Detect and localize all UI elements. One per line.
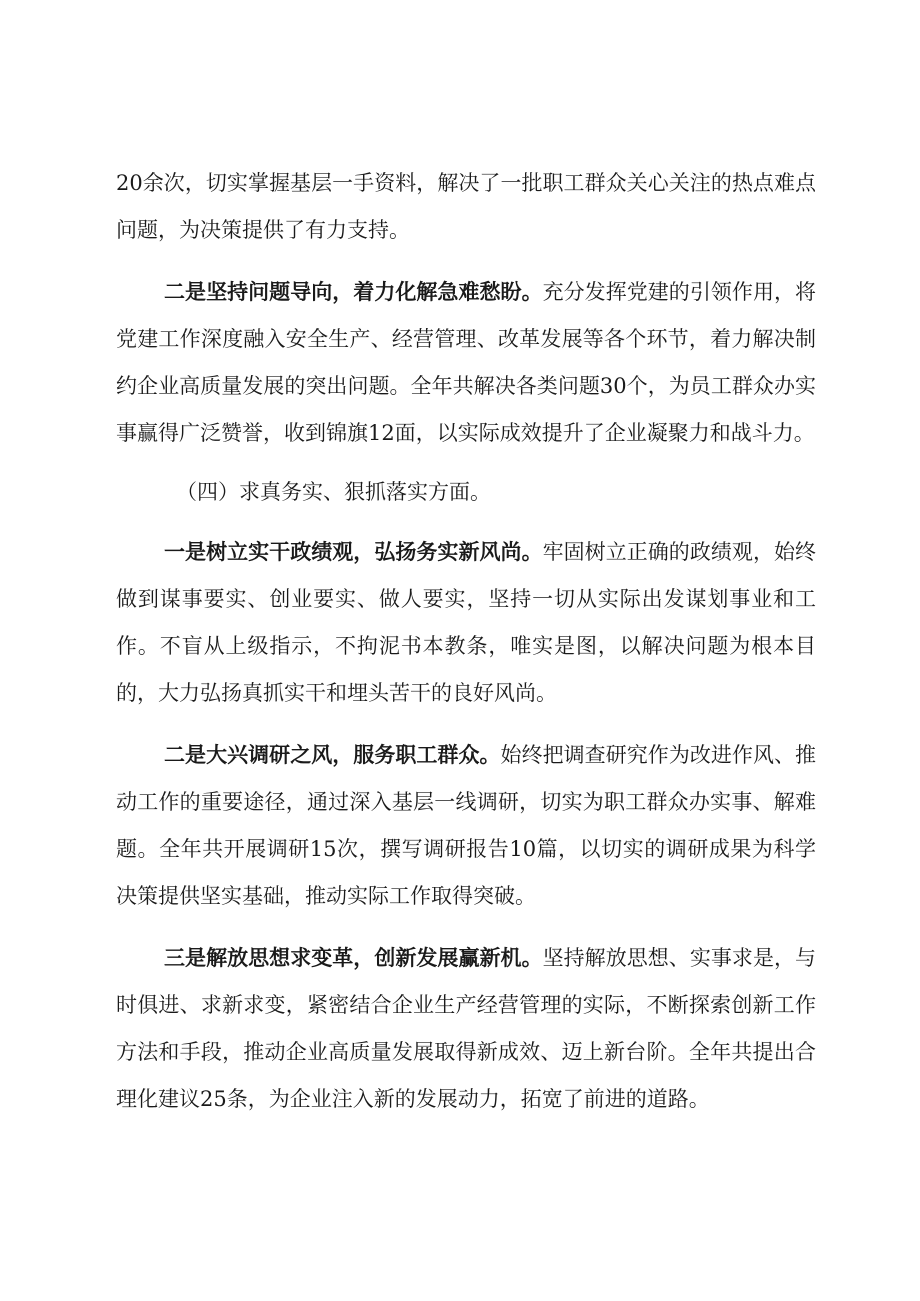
section-heading	[116, 469, 816, 516]
paragraph-body: 20余次，切实掌握基层一手资料，解决了一批职工群众关心关注的热点难点问题，为决策提供了有力支持。	[116, 171, 816, 242]
paragraph-body: 坚持解放思想、实事求是，与时俱进、求新求变，紧密结合企业生产经营管理的实际，不断探索创新工作方法和手段，推动企业高质量发展取得新成效、迈上新台阶。全年共提出合理化建议25条，为企业注入新的发展动力，拓宽了前进的道路。	[116, 946, 817, 1111]
paragraph-lead: 二是坚持问题导向，着力化解急难愁盼。	[164, 279, 543, 304]
paragraph-research	[116, 731, 816, 920]
document-body	[116, 160, 816, 1123]
paragraph-lead: 二是大兴调研之风，服务职工群众。	[164, 742, 501, 767]
paragraph-problem-orientation	[116, 268, 816, 457]
paragraph-body: 牢固树立正确的政绩观，始终做到谋事要实、创业要实、做人要实，坚持一切从实际出发谋划事业和工作。不盲从上级指示，不拘泥书本教条，唯实是图，以解决问题为根本目的，大力弘扬真抓实干和埋头苦干的良好风尚。	[116, 540, 817, 705]
paragraph-innovation	[116, 934, 816, 1123]
paragraph-body: 始终把调查研究作为改进作风、推动工作的重要途径，通过深入基层一线调研，切实为职工群众办实事、解难题。全年共开展调研15次，撰写调研报告10篇，以切实的调研成果为科学决策提供坚实基础，推动实际工作取得突破。	[116, 743, 817, 908]
paragraph-performance-view	[116, 528, 816, 717]
paragraph-lead: 一是树立实干政绩观，弘扬务实新风尚。	[164, 539, 543, 564]
paragraph-lead: 三是解放思想求变革，创新发展赢新机。	[164, 945, 543, 970]
section-heading-text: （四）求真务实、狠抓落实方面。	[176, 480, 491, 504]
paragraph-body: 充分发挥党建的引领作用，将党建工作深度融入安全生产、经营管理、改革发展等各个环节，着力解决制约企业高质量发展的突出问题。全年共解决各类问题30个，为员工群众办实事赢得广泛赞誉，收到锦旗12面，以实际成效提升了企业凝聚力和战斗力。	[116, 280, 817, 445]
paragraph-continuation	[116, 160, 816, 254]
